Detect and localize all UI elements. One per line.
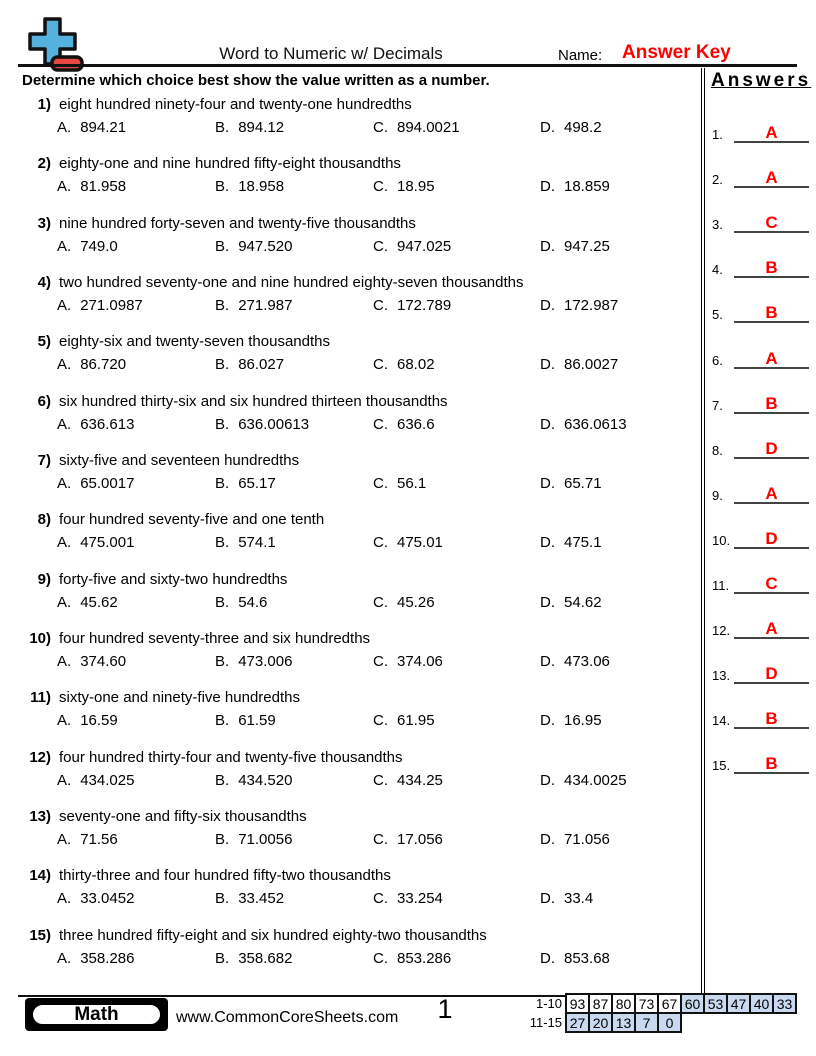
choice-b: B. 61.59 <box>215 712 276 730</box>
answer-slot-2 <box>705 151 816 196</box>
name-label: Name: <box>558 47 603 64</box>
answer-letter: A <box>765 483 778 503</box>
choice-d: D. 65.71 <box>540 475 602 493</box>
question-number: 10) <box>29 630 51 648</box>
answer-blank-line <box>734 186 809 188</box>
score-cell: 33 <box>772 993 797 1014</box>
score-cell: 93 <box>565 993 590 1014</box>
questions-list <box>18 95 700 985</box>
choice-b: B. 636.00613 <box>215 415 310 433</box>
page-number: 1 <box>437 994 453 1024</box>
header-divider <box>18 64 797 67</box>
question-11 <box>18 688 700 747</box>
score-cell: 73 <box>634 993 659 1014</box>
choice-b: B. 71.0056 <box>215 831 293 849</box>
question-number: 7) <box>37 452 51 470</box>
choice-c: C. 56.1 <box>373 475 427 493</box>
choice-b: B. 18.958 <box>215 178 285 196</box>
answer-slot-1 <box>705 106 816 151</box>
question-text: seventy-one and fifty-six thousandths <box>59 808 307 826</box>
question-15 <box>18 926 700 985</box>
answer-letter: A <box>765 348 778 368</box>
answer-letter: A <box>765 123 778 143</box>
question-number: 4) <box>37 274 51 292</box>
choice-c: C. 172.789 <box>373 297 452 315</box>
choice-a: A. 33.0452 <box>57 890 135 908</box>
answer-number: 8. <box>712 442 723 458</box>
question-text: sixty-one and ninety-five hundredths <box>59 689 300 707</box>
answer-number: 12. <box>712 623 731 639</box>
answer-blank-line <box>734 141 809 143</box>
question-13 <box>18 807 700 866</box>
question-14 <box>18 866 700 925</box>
choice-c: C. 894.0021 <box>373 119 460 136</box>
answer-letter: B <box>765 709 778 729</box>
choice-d: D. 853.68 <box>540 949 610 967</box>
answer-slot-11 <box>705 557 816 602</box>
question-number: 15) <box>29 926 51 944</box>
score-row-label: 11-15 <box>529 1015 562 1030</box>
choice-c: C. 33.254 <box>373 890 443 908</box>
answer-number: 4. <box>712 262 723 278</box>
question-number: 3) <box>37 214 51 232</box>
choice-d: D. 18.859 <box>540 178 610 196</box>
choice-a: A. 434.025 <box>57 771 135 789</box>
answer-slot-6 <box>705 331 816 376</box>
question-number: 8) <box>37 511 51 529</box>
answers-panel <box>701 68 816 993</box>
choice-d: D. 33.4 <box>540 890 594 908</box>
choice-b: B. 434.520 <box>215 771 293 789</box>
choice-a: A. 71.56 <box>57 831 118 849</box>
answer-letter: B <box>765 258 778 278</box>
question-text: six hundred thirty-six and six hundred thirteen thousandths <box>59 392 448 410</box>
answer-number: 11. <box>712 578 730 594</box>
answer-letter: C <box>765 213 778 233</box>
question-number: 1) <box>37 96 51 113</box>
choice-b: B. 894.12 <box>215 119 285 136</box>
question-text: forty-five and sixty-two hundredths <box>59 570 288 588</box>
choice-d: D. 86.0027 <box>540 356 619 374</box>
answer-blank-line <box>734 457 809 459</box>
choice-d: D. 434.0025 <box>540 771 627 789</box>
answer-blank-line <box>734 547 809 549</box>
question-9 <box>18 570 700 629</box>
answer-number: 7. <box>712 397 723 413</box>
answer-number: 14. <box>712 713 731 729</box>
question-number: 14) <box>29 867 51 885</box>
score-cell: 80 <box>611 993 636 1014</box>
answer-slot-5 <box>705 286 816 331</box>
answer-slot-13 <box>705 647 816 692</box>
answer-number: 2. <box>712 172 723 188</box>
answer-number: 5. <box>712 307 723 323</box>
question-number: 6) <box>37 392 51 410</box>
choice-a: A. 636.613 <box>57 415 135 433</box>
answer-number: 9. <box>712 487 723 503</box>
question-12 <box>18 748 700 807</box>
answer-slot-12 <box>705 602 816 647</box>
answer-blank-line <box>734 772 809 774</box>
instructions-text: Determine which choice best show the value written as a number. <box>22 72 490 89</box>
choice-a: A. 374.60 <box>57 653 127 671</box>
answer-blank-line <box>734 682 809 684</box>
subject-badge-label: Math <box>30 1002 163 1027</box>
answer-number: 6. <box>712 352 723 368</box>
question-number: 2) <box>37 155 51 173</box>
question-text: four hundred seventy-three and six hundredths <box>59 630 371 648</box>
answer-slot-14 <box>705 692 816 737</box>
choice-d: D. 498.2 <box>540 119 602 136</box>
choice-c: C. 853.286 <box>373 949 452 967</box>
answers-list <box>705 106 816 782</box>
choice-d: D. 947.25 <box>540 237 610 255</box>
question-text: three hundred fifty-eight and six hundred eighty-two thousandths <box>59 926 487 944</box>
choice-b: B. 358.682 <box>215 949 293 967</box>
choice-b: B. 54.6 <box>215 593 268 611</box>
choice-d: D. 172.987 <box>540 297 619 315</box>
choice-a: A. 749.0 <box>57 237 118 255</box>
answer-blank-line <box>734 592 809 594</box>
question-number: 9) <box>37 570 51 588</box>
score-table <box>518 993 797 1033</box>
answer-blank-line <box>734 367 809 369</box>
answers-heading: Answers <box>711 70 812 91</box>
choice-b: B. 86.027 <box>215 356 285 374</box>
page-title: Word to Numeric w/ Decimals <box>219 44 443 63</box>
answer-key-label: Answer Key <box>622 42 731 63</box>
choice-c: C. 434.25 <box>373 771 443 789</box>
choice-d: D. 636.0613 <box>540 415 627 433</box>
question-text: thirty-three and four hundred fifty-two thousandths <box>59 867 391 885</box>
choice-d: D. 475.1 <box>540 534 602 552</box>
choice-c: C. 17.056 <box>373 831 443 849</box>
answer-blank-line <box>734 276 809 278</box>
answer-letter: C <box>765 574 778 594</box>
question-1 <box>18 95 700 154</box>
subject-badge <box>25 998 168 1031</box>
choice-a: A. 475.001 <box>57 534 135 552</box>
choice-d: D. 473.06 <box>540 653 610 671</box>
answer-letter: A <box>765 619 778 639</box>
choice-a: A. 86.720 <box>57 356 127 374</box>
question-number: 12) <box>29 748 51 766</box>
answer-letter: D <box>765 664 778 684</box>
score-cell: 20 <box>588 1012 613 1033</box>
answer-blank-line <box>734 637 809 639</box>
question-4 <box>18 273 700 332</box>
question-7 <box>18 451 700 510</box>
question-text: eighty-six and twenty-seven thousandths <box>59 333 330 351</box>
score-cell: 67 <box>657 993 682 1014</box>
choice-a: A. 65.0017 <box>57 475 135 493</box>
answer-slot-10 <box>705 512 816 557</box>
answer-slot-15 <box>705 737 816 782</box>
score-cell: 60 <box>680 993 705 1014</box>
choice-c: C. 374.06 <box>373 653 443 671</box>
score-row-1 <box>518 993 797 1014</box>
question-number: 5) <box>37 333 51 351</box>
score-cell: 53 <box>703 993 728 1014</box>
answer-letter: B <box>765 754 778 774</box>
question-text: sixty-five and seventeen hundredths <box>59 452 300 470</box>
answer-letter: D <box>765 528 778 548</box>
answer-blank-line <box>734 412 809 414</box>
choice-b: B. 473.006 <box>215 653 293 671</box>
choice-c: C. 947.025 <box>373 237 452 255</box>
question-text: two hundred seventy-one and nine hundred eighty-seven thousandths <box>59 274 524 292</box>
choice-d: D. 54.62 <box>540 593 602 611</box>
choice-a: A. 16.59 <box>57 712 118 730</box>
question-3 <box>18 214 700 273</box>
question-text: four hundred seventy-five and one tenth <box>59 511 325 529</box>
score-cell: 47 <box>726 993 751 1014</box>
score-row-2 <box>518 1012 797 1033</box>
choice-b: B. 33.452 <box>215 890 285 908</box>
choice-a: A. 45.62 <box>57 593 118 611</box>
choice-a: A. 271.0987 <box>57 297 143 315</box>
question-text: four hundred thirty-four and twenty-five thousandths <box>59 748 403 766</box>
website-text: www.CommonCoreSheets.com <box>176 1009 399 1026</box>
choice-c: C. 475.01 <box>373 534 443 552</box>
question-number: 13) <box>29 808 51 826</box>
choice-a: A. 358.286 <box>57 949 135 967</box>
score-cell: 13 <box>611 1012 636 1033</box>
answer-slot-8 <box>705 422 816 467</box>
question-text: eighty-one and nine hundred fifty-eight thousandths <box>59 155 401 173</box>
answer-slot-7 <box>705 377 816 422</box>
choice-d: D. 16.95 <box>540 712 602 730</box>
choice-c: C. 18.95 <box>373 178 435 196</box>
choice-c: C. 68.02 <box>373 356 435 374</box>
answer-slot-4 <box>705 241 816 286</box>
answer-letter: B <box>765 393 778 413</box>
score-row-label: 1-10 <box>535 996 562 1011</box>
choice-d: D. 71.056 <box>540 831 610 849</box>
answer-number: 15. <box>712 758 731 774</box>
choice-b: B. 947.520 <box>215 237 293 255</box>
score-cell: 0 <box>657 1012 682 1033</box>
score-cell: 27 <box>565 1012 590 1033</box>
choice-b: B. 271.987 <box>215 297 293 315</box>
answer-slot-9 <box>705 467 816 512</box>
answer-blank-line <box>734 321 809 323</box>
question-text: eight hundred ninety-four and twenty-one hundredths <box>59 96 412 113</box>
answer-number: 3. <box>712 217 723 233</box>
question-text: nine hundred forty-seven and twenty-five thousandths <box>59 214 416 232</box>
answer-number: 10. <box>712 532 731 548</box>
score-cell: 40 <box>749 993 774 1014</box>
choice-b: B. 574.1 <box>215 534 276 552</box>
answer-letter: B <box>765 303 778 323</box>
question-6 <box>18 392 700 451</box>
choice-b: B. 65.17 <box>215 475 276 493</box>
answer-blank-line <box>734 231 809 233</box>
score-cell: 87 <box>588 993 613 1014</box>
choice-c: C. 61.95 <box>373 712 435 730</box>
answer-slot-3 <box>705 196 816 241</box>
answer-number: 1. <box>712 127 723 143</box>
question-2 <box>18 154 700 213</box>
answer-letter: A <box>765 168 778 188</box>
score-cell: 7 <box>634 1012 659 1033</box>
answer-letter: D <box>765 438 778 458</box>
question-5 <box>18 332 700 391</box>
question-10 <box>18 629 700 688</box>
choice-c: C. 636.6 <box>373 415 435 433</box>
question-8 <box>18 510 700 569</box>
choice-a: A. 894.21 <box>57 119 127 136</box>
choice-c: C. 45.26 <box>373 593 435 611</box>
answer-blank-line <box>734 502 809 504</box>
question-number: 11) <box>30 689 51 707</box>
answer-blank-line <box>734 727 809 729</box>
choice-a: A. 81.958 <box>57 178 127 196</box>
answer-number: 13. <box>712 668 731 684</box>
